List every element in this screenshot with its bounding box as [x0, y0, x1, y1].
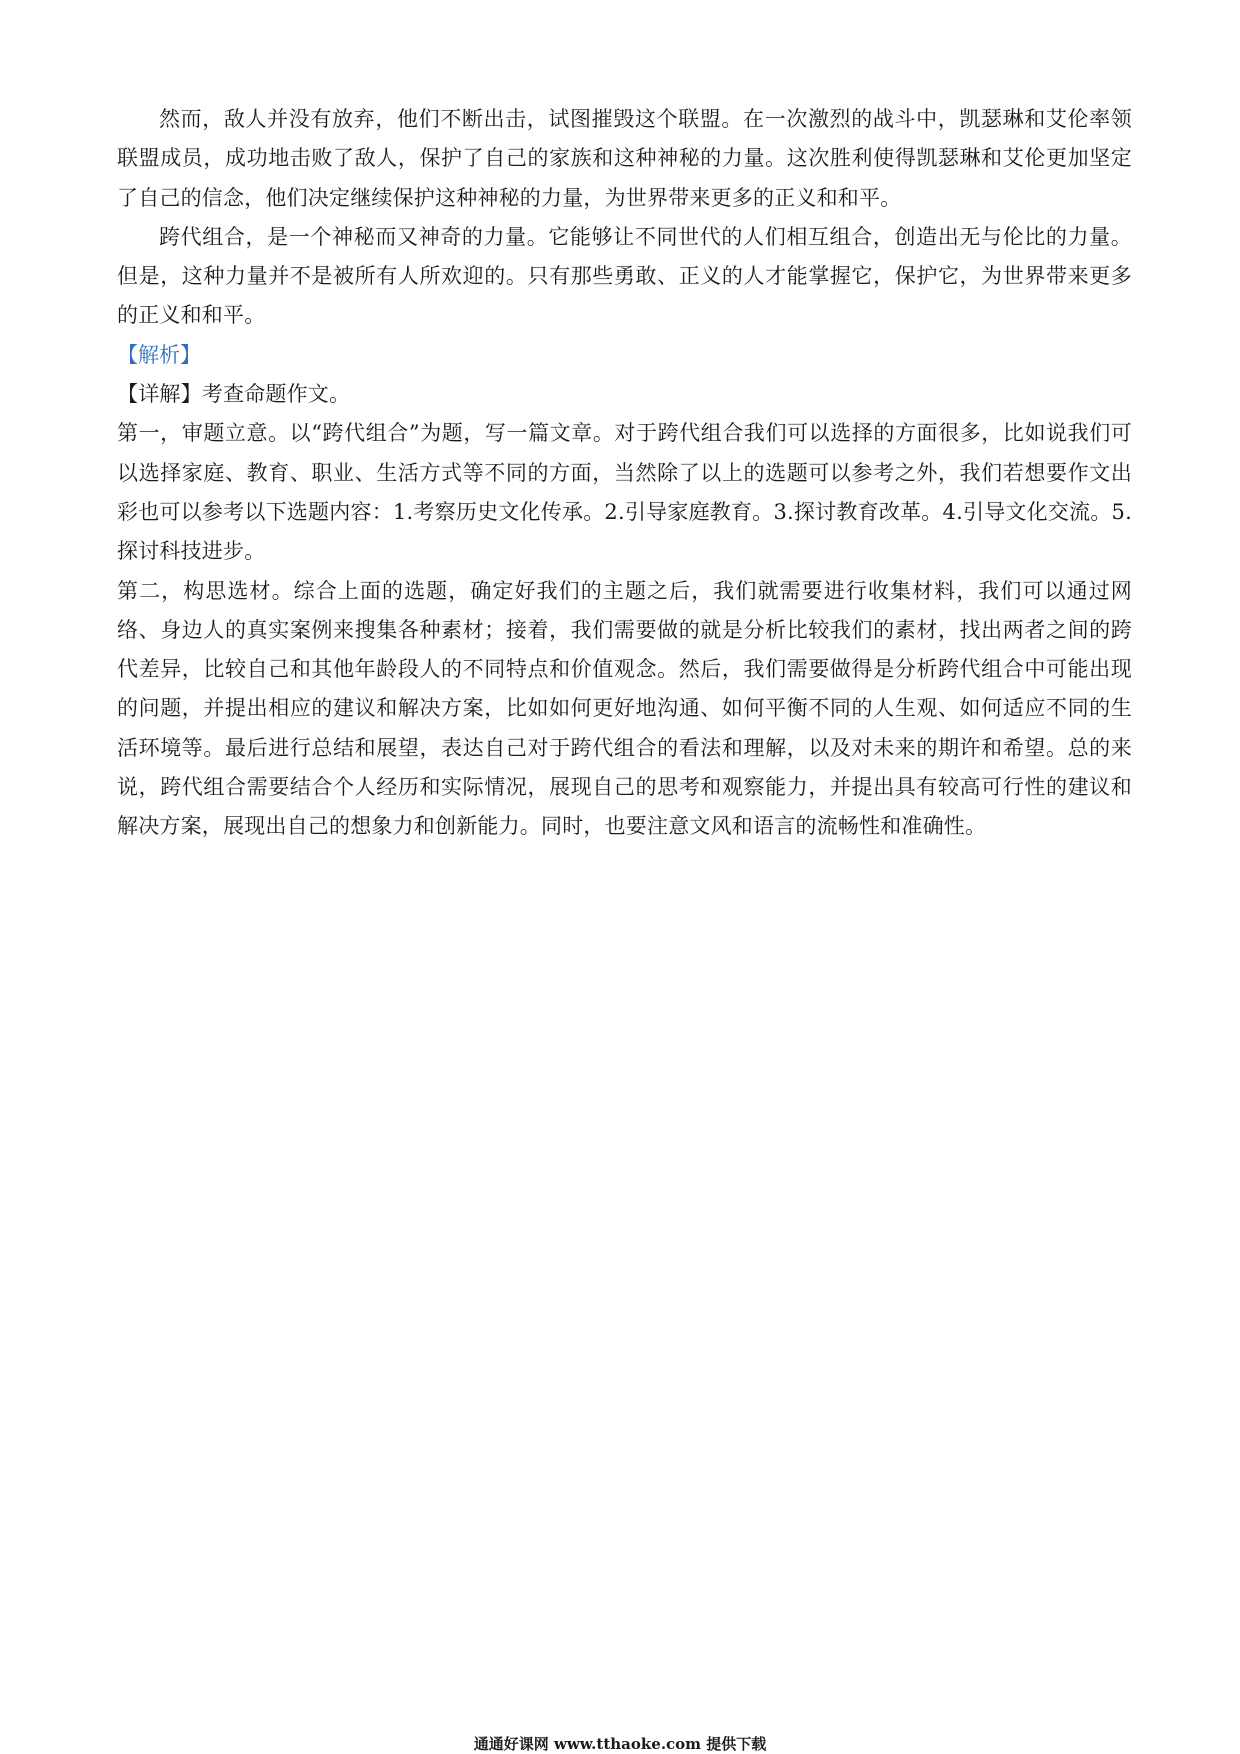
essay-paragraph-1: 然而，敌人并没有放弃，他们不断出击，试图摧毁这个联盟。在一次激烈的战斗中，凯瑟琳和艾伦率领联盟成员，成功地击败了敌人，保护了自己的家族和这种神秘的力量。这次胜利使得凯瑟琳和艾伦更加坚定了自己的信念，他们决定继续保护这种神秘的力量，为世界带来更多的正义和和平。 [117, 107, 1132, 210]
analysis-detail: 【详解】考查命题作文。 [117, 382, 351, 407]
document-page [117, 100, 1132, 847]
page-footer: 通通好课网 www.tthaoke.com 提供下载 [473, 1735, 767, 1753]
analysis-point-1: 第一，审题立意。以“跨代组合”为题，写一篇文章。对于跨代组合我们可以选择的方面很多，比如说我们可以选择家庭、教育、职业、生活方式等不同的方面，当然除了以上的选题可以参考之外，我们若想要作文出彩也可以参考以下选题内容：1.考察历史文化传承。2.引导家庭教育。3.探讨教育改革。4.引导文化交流。5.探讨科技进步。 [117, 421, 1132, 564]
analysis-label: 【解析】 [117, 342, 201, 367]
essay-paragraph-2: 跨代组合，是一个神秘而又神奇的力量。它能够让不同世代的人们相互组合，创造出无与伦比的力量。但是，这种力量并不是被所有人所欢迎的。只有那些勇敢、正义的人才能掌握它，保护它，为世界带来更多的正义和和平。 [117, 224, 1132, 328]
analysis-point-2: 第二，构思选材。综合上面的选题，确定好我们的主题之后，我们就需要进行收集材料，我们可以通过网络、身边人的真实案例来搜集各种素材；接着，我们需要做的就是分析比较我们的素材，找出两者之间的跨代差异，比较自己和其他年龄段人的不同特点和价值观念。然后，我们需要做得是分析跨代组合中可能出现的问题，并提出相应的建议和解决方案，比如如何更好地沟通、如何平衡不同的人生观、如何适应不同的生活环境等。最后进行总结和展望，表达自己对于跨代组合的看法和理解，以及对未来的期许和希望。总的来说，跨代组合需要结合个人经历和实际情况，展现自己的思考和观察能力，并提出具有较高可行性的建议和解决方案，展现出自己的想象力和创新能力。同时，也要注意文风和语言的流畅性和准确性。 [117, 578, 1132, 839]
